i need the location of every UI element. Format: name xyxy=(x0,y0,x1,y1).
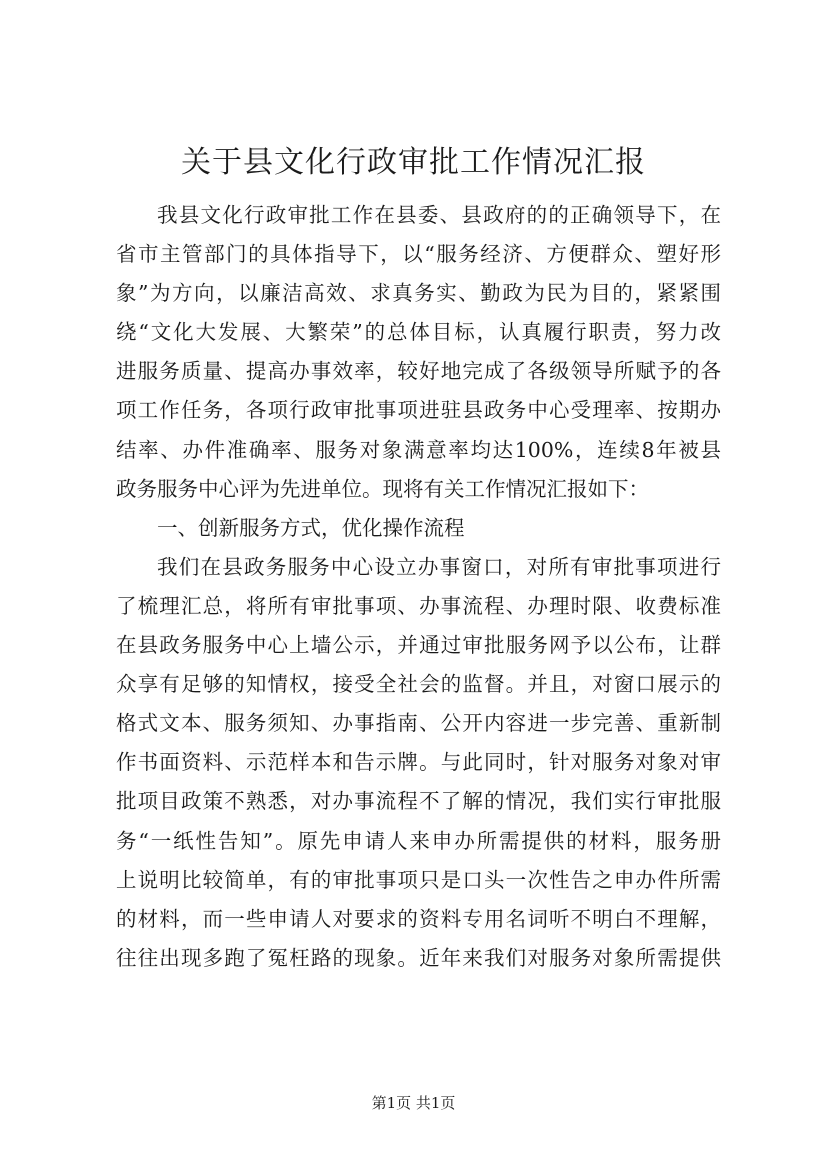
paragraph-line: 往往出现多跑了冤枉路的现象。近年来我们对服务对象所需提供 xyxy=(116,945,721,970)
section-heading: 一、创新服务方式，优化操作流程 xyxy=(157,515,465,540)
paragraph-line: 务“一纸性告知”。原先申请人来申办所需提供的材料，服务册 xyxy=(116,828,721,853)
paragraph-line: 在县政务服务中心上墙公示，并通过审批服务网予以公布，让群 xyxy=(116,633,721,658)
paragraph-line: 我县文化行政审批工作在县委、县政府的的正确领导下，在 xyxy=(157,203,721,227)
paragraph-line: 上说明比较简单，有的审批事项只是口头一次性告之申办件所需 xyxy=(116,867,721,892)
paragraph-line: 项工作任务，各项行政审批事项进驻县政务中心受理率、按期办 xyxy=(116,398,721,423)
paragraph-line: 结率、办件准确率、服务对象满意率均达100%，连续8年被县 xyxy=(116,437,721,462)
paragraph-line: 我们在县政务服务中心设立办事窗口，对所有审批事项进行 xyxy=(157,554,721,579)
paragraph-line: 省市主管部门的具体指导下，以“服务经济、方便群众、塑好形 xyxy=(116,242,721,267)
paragraph-line: 作书面资料、示范样本和告示牌。与此同时，针对服务对象对审 xyxy=(116,750,721,775)
paragraph-line: 的材料，而一些申请人对要求的资料专用名词听不明白不理解， xyxy=(116,906,721,931)
document-title: 关于县文化行政审批工作情况汇报 xyxy=(181,145,646,180)
paragraph-line: 绕“文化大发展、大繁荣”的总体目标，认真履行职责，努力改 xyxy=(116,320,721,345)
paragraph-line: 众享有足够的知情权，接受全社会的监督。并且，对窗口展示的 xyxy=(116,672,721,697)
paragraph-line: 进服务质量、提高办事效率，较好地完成了各级领导所赋予的各 xyxy=(116,359,721,384)
document-body xyxy=(116,196,721,978)
paragraph-line: 政务服务中心评为先进单位。现将有关工作情况汇报如下： xyxy=(116,476,649,501)
paragraph-line: 象”为方向，以廉洁高效、求真务实、勤政为民为目的，紧紧围 xyxy=(116,281,721,306)
paragraph-line: 格式文本、服务须知、办事指南、公开内容进一步完善、重新制 xyxy=(116,711,721,736)
page-footer: 第1页 共1页 xyxy=(371,1094,456,1112)
paragraph-line: 了梳理汇总，将所有审批事项、办事流程、办理时限、收费标准 xyxy=(116,593,721,618)
paragraph-line: 批项目政策不熟悉，对办事流程不了解的情况，我们实行审批服 xyxy=(116,789,721,814)
